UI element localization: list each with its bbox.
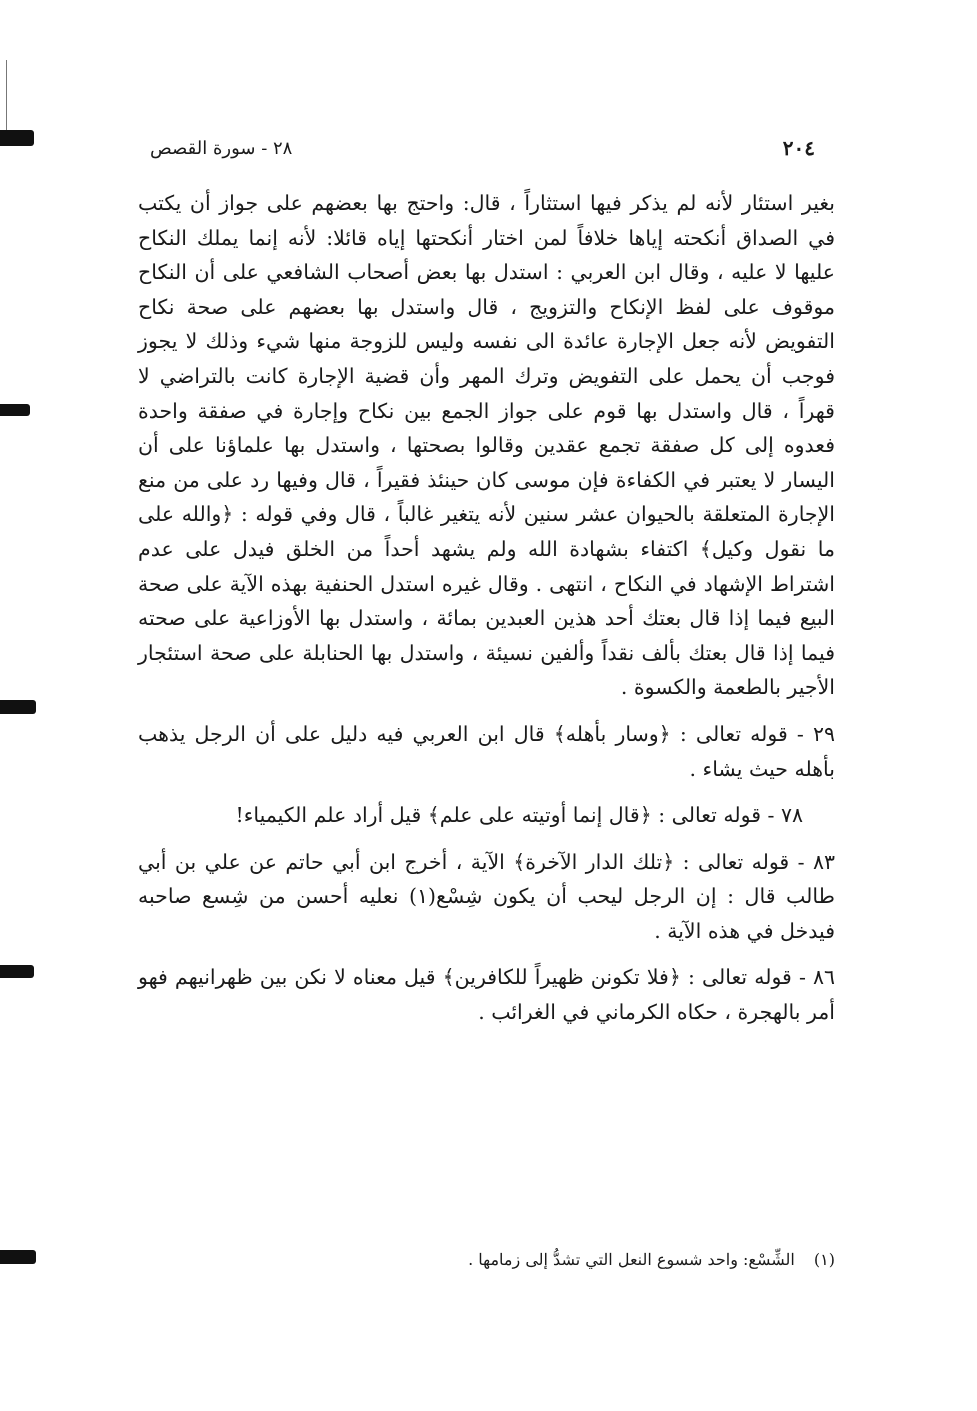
binding-mark: [0, 700, 36, 714]
footnote-text: الشِّسْع: واحد شسوع النعل التي تشدُّ إلى زمامها .: [468, 1250, 795, 1269]
binding-mark: [0, 130, 34, 146]
paragraph: ٨٣ - قوله تعالى : ﴿تلك الدار الآخرة﴾ الآية ، أخرج ابن أبي حاتم عن علي بن أبي طالب قال : إن الرجل ليحب أن يكون شِسْع(١) نعليه أحسن من شِسع صاحبه فيدخل في هذه الآية .: [138, 849, 835, 943]
main-text: [138, 186, 835, 1042]
footnote: [138, 1248, 835, 1272]
binding-mark: [0, 1250, 36, 1264]
paragraph: ٧٨ - قوله تعالى : ﴿قال إنما أوتيته على علم﴾ قيل أراد علم الكيمياء!: [235, 803, 803, 828]
footnote-number: (١): [813, 1250, 835, 1269]
paragraph: ٢٩ - قوله تعالى : ﴿وسار بأهله﴾ قال ابن العربي فيه دليل على أن الرجل يذهب بأهله حيث يشاء .: [138, 721, 835, 781]
running-title: ٢٨ - سورة القصص: [150, 137, 293, 159]
binding-edge-line: [6, 60, 7, 140]
paragraph: ٨٦ - قوله تعالى : ﴿فلا تكونن ظهيراً للكافرين﴾ قيل معناه لا نكن بين ظهرانيهم فهو أمر بالهجرة ، حكاه الكرماني في الغرائب .: [138, 965, 835, 1025]
page-number: ٢٠٤: [782, 136, 815, 160]
page-header: [150, 133, 815, 163]
binding-mark: [0, 965, 34, 978]
paragraph: بغير استئار لأنه لم يذكر فيها استثاراً ، قال: واحتج بها بعضهم على جواز أن يكتب في الصداق أنكحته إياها خلافاً لمن اختار أنكحتها إياه قائلا: لأنه إنما يملك النكاح عليها لا عليه ، وقال ابن العربي : استدل بها بعض أصحاب الشافعي على أن النكاح موقوف على لفظ الإنكاح والتزويج ، قال واستدل بها بعضهم على صحة نكاح التفويض لأنه جعل الإجارة عائدة الى نفسه وليس للزوجة منها شيء وذلك لا يجوز فوجب أن يحمل على التفويض وترك المهر وأن قضية الإجارة كانت بالتراضي لا قهراً ، قال واستدل بها قوم على جواز الجمع بين نكاح وإجارة في صفقة واحدة فعدوه إلى كل صفقة تجمع عقدين وقالوا بصحتها ، واستدل بها علماؤنا على أن اليسار لا يعتبر في الكفاءة فإن موسى كان حينئذ فقيراً ، قال وفيها رد على من منع الإجارة المتعلقة بالحيوان عشر سنين لأنه يتغير غالباً ، قال وفي قوله : ﴿والله على ما نقول وكيل﴾ اكتفاء بشهادة الله ولم يشهد أحداً من الخلق فيدل على عدم اشتراط الإشهاد في النكاح ، انتهى . وقال غيره استدل الحنفية بهذه الآية على صحة البيع فيما إذا قال بعتك أحد هذين العبدين بمائة ، واستدل بها الأوزاعية على صحته فيما إذا قال بعتك بألف نقداً وألفين نسيئة ، واستدل بها الحنابلة على صحة استئجار الأجير بالطعمة والكسوة .: [138, 191, 835, 700]
binding-mark: [0, 404, 30, 416]
